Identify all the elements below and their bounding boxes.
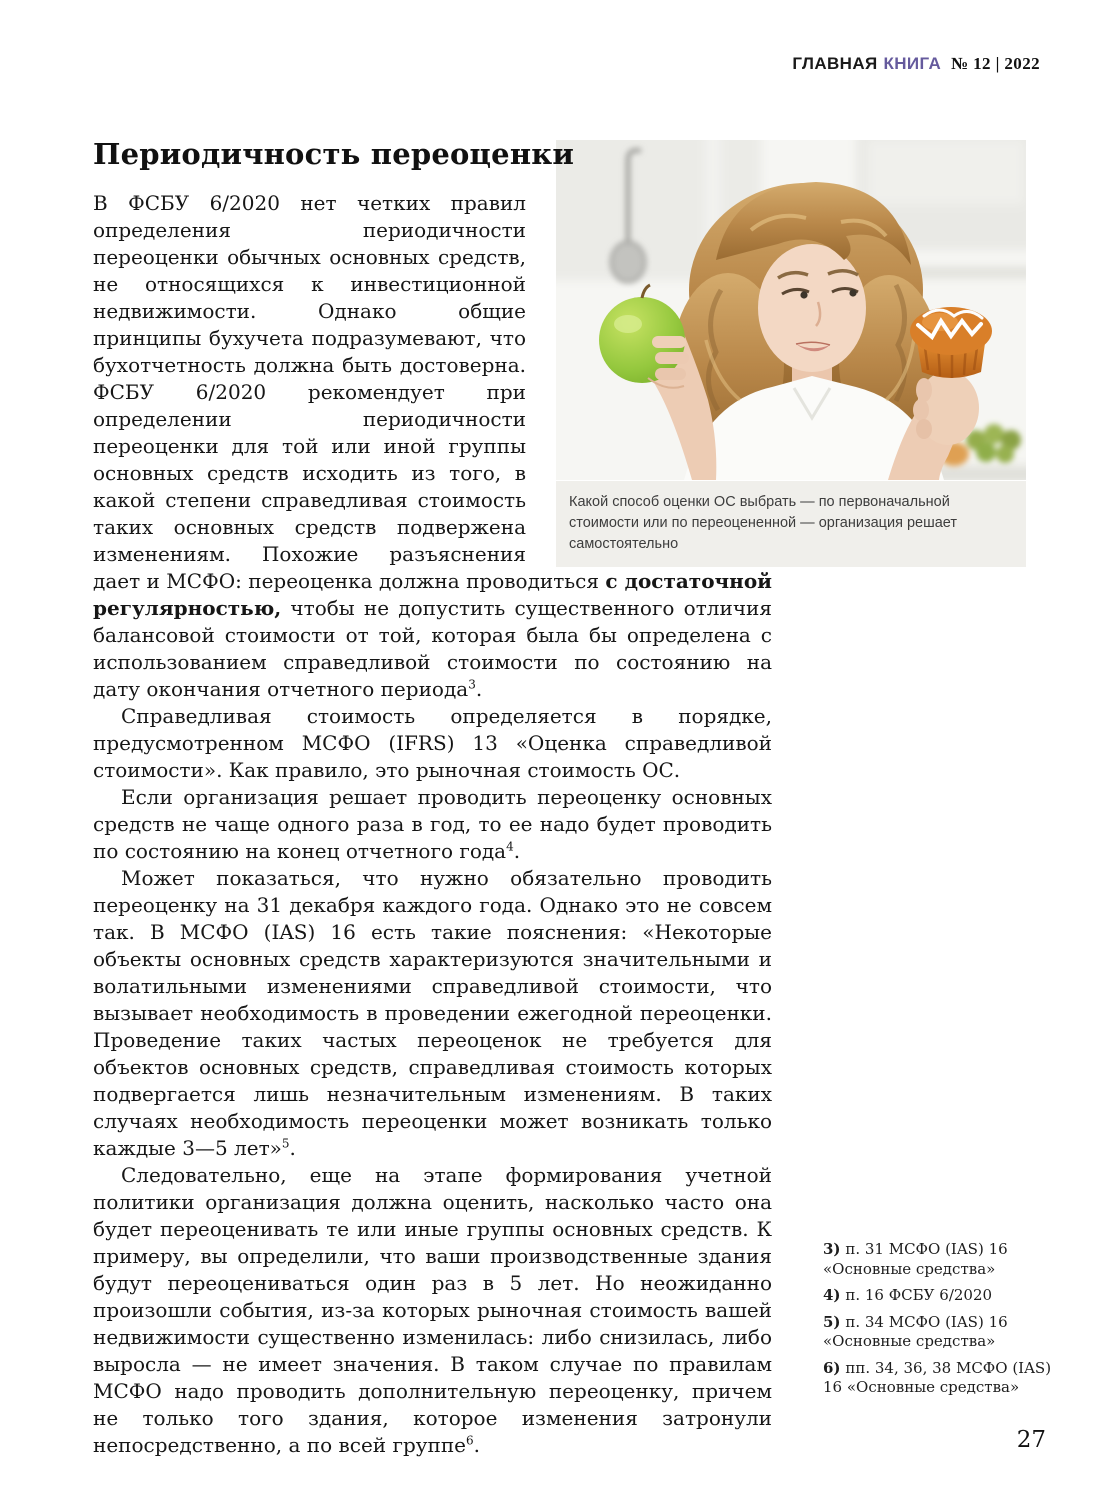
footnote-6-text: пп. 34, 36, 38 МСФО (IAS) 16 «Основные средства» xyxy=(823,1358,1052,1396)
paragraph-5: Следовательно, еще на этапе формирования учетной политики организация должна оценить, насколько часто она будет переоценивать те или иные группы основных средств. К примеру, вы определили, что ваши производственные здания будут переоцениваться один раз в 5 лет. Но неожиданно произошли события, из-за которых рыночная стоимость вашей недвижимости существенно изменилась: либо снизилась, либо выросла — не имеет значения. В таком случае по правилам МСФО надо проводить дополнительную переоценку, причем не только того здания, которое изменения затронули непосредственно, а по всей группе$^6$. xyxy=(93,1163,772,1457)
paragraph-1-text: В ФСБУ 6/2020 нет четких правил определения периодичности переоценки обычных основных средств, не относящихся к инвестиционной недвижимости. Однако общие принципы бухучета подразумевают, что бухотчетность должна быть достоверна. ФСБУ 6/2020 рекомендует при определении периодичности переоценки для той или иной группы основных средств исходить из того, в какой степени справедливая стоимость таких основных средств подвержена изменениям. Похожие разъяснения дает и МСФО: переоценка должна проводиться xyxy=(93,191,606,593)
footnote-6 xyxy=(823,1359,1073,1398)
paragraph-4-text: Может показаться, что нужно обязательно проводить переоценку на 31 декабря каждого года. Однако это не совсем так. В МСФО (IAS) 16 есть такие пояснения: «Некоторые объекты основных средств характеризуются значительными и волатильными изменениями справедливой стоимости, что вызывает необходимость в проведении ежегодной переоценки. Проведение таких частых переоценок не требуется для объектов основных средств, справедливая стоимость которых подвергается лишь незначительным изменениям. В таких случаях необходимость переоценки может возникать только каждые 3—5 лет» xyxy=(93,866,772,1160)
paragraph-4: Может показаться, что нужно обязательно проводить переоценку на 31 декабря каждого года. Однако это не совсем так. В МСФО (IAS) 16 есть такие пояснения: «Некоторые объекты основных средств характеризуются значительными и волатильными изменениями справедливой стоимости, что вызывает необходимость в проведении ежегодной переоценки. Проведение таких частых переоценок не требуется для объектов основных средств, справедливая стоимость которых подвергается лишь незначительным изменениям. В таких случаях необходимость переоценки может возникать только каждые 3—5 лет»$^5$. xyxy=(93,866,772,1160)
paragraph-5-text: Следовательно, еще на этапе формирования учетной политики организация должна оценить, насколько часто она будет переоценивать те или иные группы основных средств. К примеру, вы определили, что ваши производственные здания будут переоцениваться один раз в 5 лет. Но неожиданно произошли события, из-за которых рыночная стоимость вашей недвижимости существенно изменилась: либо снизилась, либо выросла — не имеет значения. В таком случае по правилам МСФО надо проводить дополнительную переоценку, причем не только того здания, которое изменения затронули непосредственно, а по всей группе xyxy=(93,1163,772,1457)
footnote-ref-4: 4 xyxy=(506,839,514,854)
footnote-ref-6: 6 xyxy=(466,1433,474,1448)
article xyxy=(93,137,772,1459)
footnote-4 xyxy=(823,1286,1073,1306)
paragraph-1-text-cont: чтобы не допустить существенного отличия балансовой стоимости от той, которая была бы определена с использованием справедливой стоимости по состоянию на дату окончания отчетного периода xyxy=(93,596,772,701)
masthead-title-brand: КНИГА xyxy=(883,54,942,73)
footnote-4-text: п. 16 ФСБУ 6/2020 xyxy=(845,1286,993,1304)
paragraph-3-text: Если организация решает проводить переоценку основных средств не чаще одного раза в год, то ее надо будет проводить по состоянию на конец отчетного года xyxy=(93,785,772,863)
footnote-5 xyxy=(823,1313,1073,1352)
muffin xyxy=(910,307,992,378)
paragraph-3: Если организация решает проводить переоценку основных средств не чаще одного раза в год, то ее надо будет проводить по состоянию на конец отчетного года$^4$. xyxy=(93,785,772,863)
masthead-issue: № 12 | 2022 xyxy=(951,54,1040,73)
footnote-3 xyxy=(823,1240,1073,1279)
footnote-ref-3: 3 xyxy=(468,677,476,692)
footnote-3-number: 3) xyxy=(823,1240,841,1258)
masthead-title-main: ГЛАВНАЯ xyxy=(792,54,878,73)
footnotes xyxy=(823,1240,1073,1405)
paragraph-1: В ФСБУ 6/2020 нет четких правил определения периодичности переоценки обычных основных средств, не относящихся к инвестиционной недвижимости. Однако общие принципы бухучета подразумевают, что бухотчетность должна быть достоверна. ФСБУ 6/2020 рекомендует при определении периодичности переоценки для той или иной группы основных средств исходить из того, в какой степени справедливая стоимость таких основных средств подвержена изменениям. Похожие разъяснения дает и МСФО: переоценка должна проводиться с достаточной регулярностью, чтобы не допустить существенного отличия балансовой стоимости от той, которая была бы определена с использованием справедливой стоимости по состоянию на дату окончания отчетного периода$^3$. xyxy=(93,191,772,701)
footnote-4-number: 4) xyxy=(823,1286,841,1304)
photo-caption: Какой способ оценки ОС выбрать — по первоначальной стоимости или по переоцененной — организация решает самостоятельно xyxy=(556,481,1026,567)
article-heading: Периодичность переоценки xyxy=(93,137,575,171)
paragraph-2 xyxy=(93,703,772,784)
footnote-5-number: 5) xyxy=(823,1312,841,1331)
footnote-5-text: п. 34 МСФО (IAS) 16 «Основные средства» xyxy=(823,1312,1008,1350)
paragraph-1-bold-phrase: с достаточной регулярностью, xyxy=(93,569,772,620)
footnote-6-number: 6) xyxy=(823,1358,841,1377)
footnote-3-text: п. 31 МСФО (IAS) 16 «Основные средства» xyxy=(823,1240,1008,1278)
page-number: 27 xyxy=(1016,1427,1046,1453)
footnote-ref-5: 5 xyxy=(281,1136,290,1151)
masthead xyxy=(792,54,1040,74)
photo-wrap-spacer xyxy=(526,190,772,565)
paragraph-2-text: Справедливая стоимость определяется в порядке, предусмотренном МСФО (IFRS) 13 «Оценка справедливой стоимости». Как правило, это рыночная стоимость ОС. xyxy=(93,704,772,782)
